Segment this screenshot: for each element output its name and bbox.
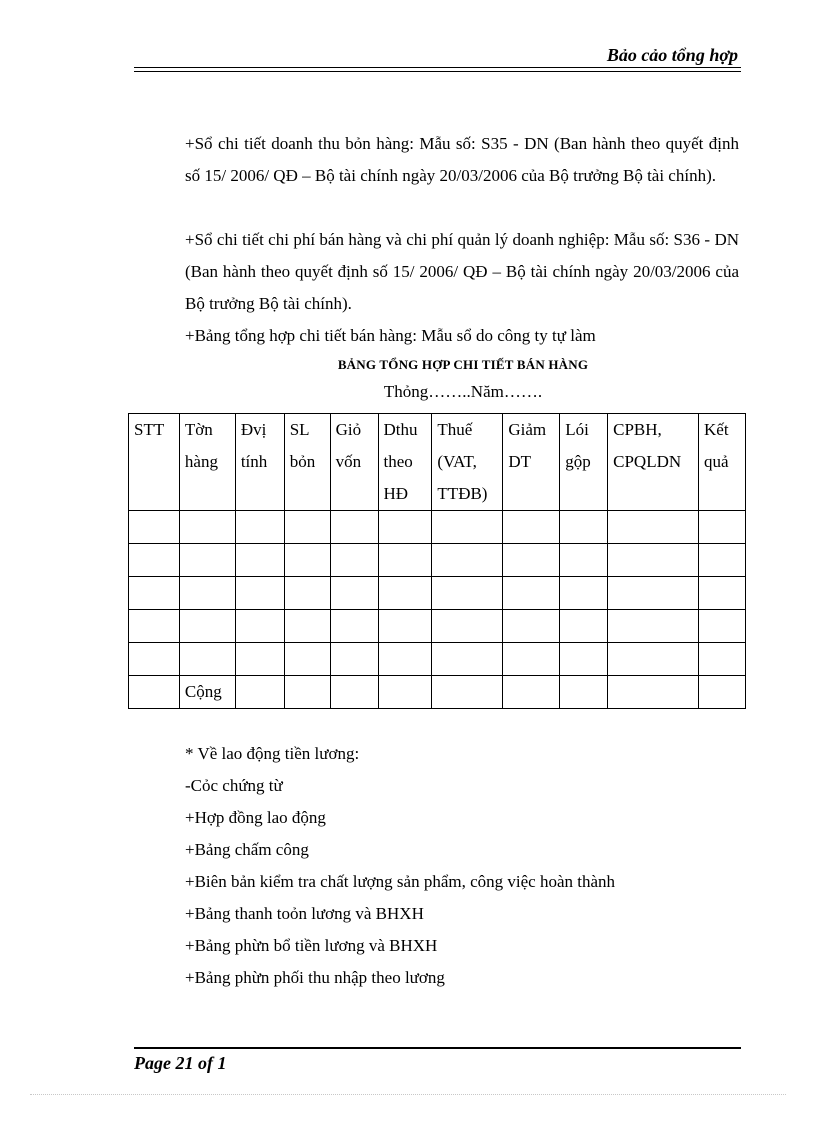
list-item: +Bảng thanh toỏn lương và BHXH [185, 904, 424, 923]
column-header: Đvị tính [235, 414, 284, 511]
table-row [129, 643, 746, 676]
table-row [129, 511, 746, 544]
table-title: BẢNG TỔNG HỢP CHI TIẾT BÁN HÀNG [337, 357, 589, 372]
table-row [129, 544, 746, 577]
column-header: CPBH, CPQLDN [608, 414, 699, 511]
table-row [129, 577, 746, 610]
column-header: Giảm DT [503, 414, 560, 511]
paragraph-s35: +Sổ chi tiết doanh thu bỏn hàng: Mẫu số: S35 - DN (Ban hành theo quyết định số 15/ 2006/ QĐ – Bộ tài chính ngày 20/03/2006 của Bộ trưởng Bộ tài chính). [185, 134, 739, 185]
column-header: Lói gộp [560, 414, 608, 511]
list-item: +Bảng chấm công [185, 840, 309, 859]
sales-summary-table [128, 413, 746, 709]
page-edge-divider [30, 1094, 786, 1095]
paragraph-summary-intro: +Bảng tổng hợp chi tiết bán hàng: Mẫu sổ do công ty tự làm [185, 326, 596, 345]
column-header: Thuế (VAT, TTĐB) [432, 414, 503, 511]
header-rule [134, 67, 741, 72]
column-header: Giỏ vốn [330, 414, 378, 511]
column-header: STT [129, 414, 180, 511]
table-subtitle: Thỏng……..Năm……. [383, 382, 543, 401]
list-item: +Bảng phừn phối thu nhập theo lương [185, 968, 445, 987]
list-item: -Cỏc chứng từ [185, 776, 283, 795]
list-item: +Biên bản kiểm tra chất lượng sản phẩm, công việc hoàn thành [185, 872, 616, 891]
column-header: SL bỏn [284, 414, 330, 511]
table-row [129, 610, 746, 643]
list-item: +Bảng phừn bổ tiền lương và BHXH [185, 936, 438, 955]
table-header-row [129, 414, 746, 511]
paragraph-s36: +Sổ chi tiết chi phí bán hàng và chi phí quản lý doanh nghiệp: Mẫu số: S36 - DN (Ban hành theo quyết định số 15/ 2006/ QĐ – Bộ tài chính ngày 20/03/2006 của Bộ trưởng Bộ tài chính). [185, 230, 739, 313]
total-label: Cộng [179, 676, 235, 709]
labor-wage-list [185, 738, 745, 994]
column-header: Kết quả [699, 414, 746, 511]
page-number: Page 21 of 1 [134, 1053, 227, 1073]
list-item: +Hợp đồng lao động [185, 808, 326, 827]
column-header: Tờn hàng [179, 414, 235, 511]
list-item: * Về lao động tiền lương: [185, 744, 360, 763]
header-title: Bảo cảo tổng hợp [606, 45, 738, 65]
footer-rule [134, 1047, 741, 1049]
table-total-row [129, 676, 746, 709]
column-header: Dthu theo HĐ [378, 414, 432, 511]
